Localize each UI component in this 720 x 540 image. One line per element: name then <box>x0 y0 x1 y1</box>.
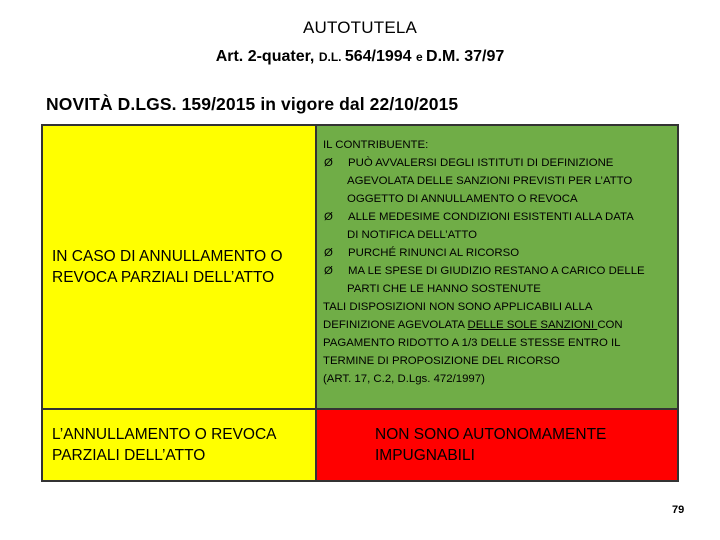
act-line-1: L’ANNULLAMENTO O REVOCA <box>52 426 277 443</box>
taxpayer-rights-cell <box>317 124 679 410</box>
not-appealable-line-2: IMPUGNABILI <box>375 447 475 464</box>
subtitle-dl: D.L. <box>318 50 345 64</box>
closing-line-2 <box>323 316 677 334</box>
bullet-1-line-2: AGEVOLATA DELLE SANZIONI PREVISTI PER L’ATTO <box>347 175 633 187</box>
section-heading: NOVITÀ D.LGS. 159/2015 in vigore dal 22/10/2015 <box>46 94 459 114</box>
condition-line-2: REVOCA PARZIALI DELL’ATTO <box>52 269 275 286</box>
rights-bullet-1 <box>323 154 677 172</box>
subtitle-number: 564/1994 <box>344 48 417 65</box>
rights-bullet-4 <box>323 262 677 280</box>
act-line-2: PARZIALI DELL’ATTO <box>52 447 206 464</box>
closing-line-2-start: DEFINIZIONE AGEVOLATA <box>323 319 468 331</box>
rights-bullet-3 <box>323 244 677 262</box>
bullet-3-line-1: PURCHÉ RINUNCI AL RICORSO <box>348 247 520 259</box>
partial-annulment-condition-cell <box>41 124 317 410</box>
bullet-4-line-2: PARTI CHE LE HANNO SOSTENUTE <box>347 283 541 295</box>
condition-line-1: IN CASO DI ANNULLAMENTO O <box>52 248 283 265</box>
rights-intro: IL CONTRIBUENTE: <box>323 139 429 151</box>
rights-bullet-2 <box>323 208 677 226</box>
subtitle-dm: D.M. 37/97 <box>426 48 505 65</box>
slide-subtitle <box>0 48 720 66</box>
arrow-bullet-icon: Ø <box>324 211 333 223</box>
not-appealable-cell <box>317 410 679 482</box>
bullet-1-line-1: PUÒ AVVALERSI DEGLI ISTITUTI DI DEFINIZIONE <box>348 157 614 169</box>
bullet-4-line-1: MA LE SPESE DI GIUDIZIO RESTANO A CARICO DELLE <box>348 265 645 277</box>
page-number: 79 <box>672 504 685 516</box>
closing-line-4: TERMINE DI PROPOSIZIONE DEL RICORSO <box>323 355 560 367</box>
closing-line-2-underlined: DELLE SOLE SANZIONI <box>467 319 598 331</box>
subtitle-article: Art. 2-quater, <box>215 48 319 65</box>
annulment-act-cell <box>41 410 317 482</box>
closing-line-3: PAGAMENTO RIDOTTO A 1/3 DELLE STESSE ENTRO IL <box>323 337 621 349</box>
closing-line-2-end: CON <box>597 319 623 331</box>
arrow-bullet-icon: Ø <box>324 265 333 277</box>
subtitle-and: e <box>416 50 427 64</box>
closing-line-1: TALI DISPOSIZIONI NON SONO APPLICABILI ALLA <box>323 301 593 313</box>
slide-title: AUTOTUTELA <box>302 18 418 37</box>
arrow-bullet-icon: Ø <box>324 157 333 169</box>
bullet-2-line-2: DI NOTIFICA DELL’ATTO <box>347 229 477 241</box>
bullet-2-line-1: ALLE MEDESIME CONDIZIONI ESISTENTI ALLA DATA <box>348 211 634 223</box>
not-appealable-line-1: NON SONO AUTONOMAMENTE <box>375 426 607 443</box>
bullet-1-line-3: OGGETTO DI ANNULLAMENTO O REVOCA <box>347 193 578 205</box>
closing-line-5: (ART. 17, C.2, D.Lgs. 472/1997) <box>323 373 485 385</box>
arrow-bullet-icon: Ø <box>324 247 333 259</box>
